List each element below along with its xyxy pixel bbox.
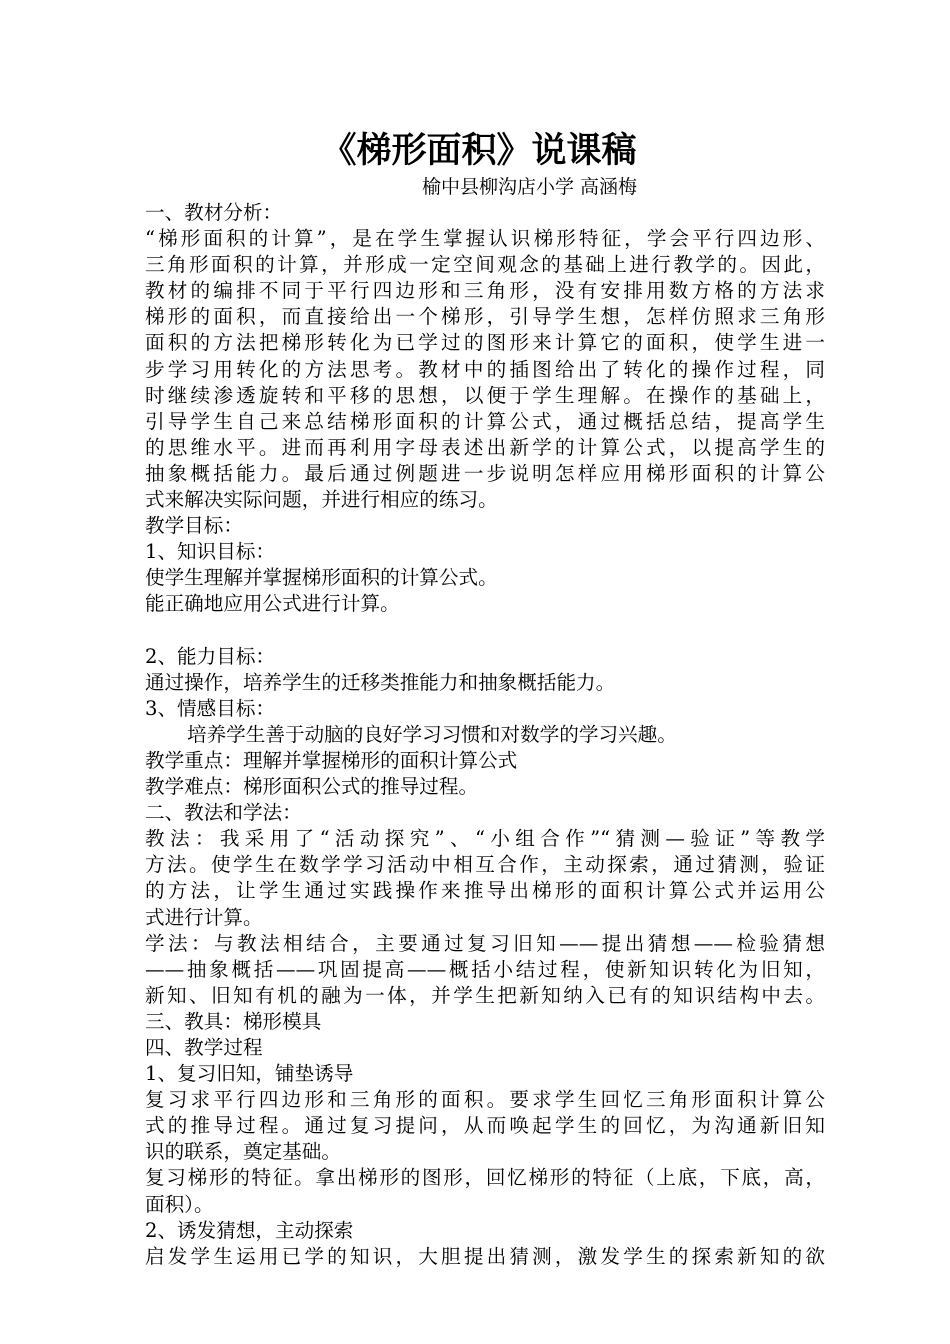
- text-line: 梯形的面积，而直接给出一个梯形，引导学生想，怎样仿照求三角形: [145, 305, 825, 329]
- text-line: 抽象概括能力。最后通过例题进一步说明怎样应用梯形面积的计算公: [145, 461, 825, 485]
- text-line: 三角形面积的计算，并形成一定空间观念的基础上进行教学的。因此，: [145, 253, 825, 277]
- text-line: 新知、旧知有机的融为一体，并学生把新知纳入已有的知识结构中去。: [145, 983, 825, 1007]
- text-line: ——抽象概括——巩固提高——概括小结过程，使新知识转化为旧知，: [145, 957, 825, 981]
- text-line: 学法：与教法相结合，主要通过复习旧知——提出猜想——检验猜想: [145, 931, 825, 955]
- text-line: 复习梯形的特征。拿出梯形的图形，回忆梯形的特征（上底，下底，高，: [145, 1166, 825, 1190]
- text-line: 教学重点：理解并掌握梯形的面积计算公式: [145, 748, 518, 772]
- text-line: 式的推导过程。通过复习提问，从而唤起学生的回忆，为沟通新旧知: [145, 1114, 825, 1138]
- text-line: 教学目标：: [145, 514, 243, 538]
- text-line: 复习求平行四边形和三角形的面积。要求学生回忆三角形面积计算公: [145, 1088, 825, 1112]
- text-line: 的思维水平。进而再利用字母表述出新学的计算公式，以提高学生的: [145, 435, 825, 459]
- text-line: 2、能力目标：: [145, 644, 276, 668]
- text-line: 通过操作，培养学生的迁移类推能力和抽象概括能力。: [145, 670, 616, 694]
- document-body: [145, 200, 825, 1270]
- text-line: 1、复习旧知，铺垫诱导: [145, 1062, 354, 1086]
- text-line: 识的联系，奠定基础。: [145, 1140, 341, 1164]
- text-line: 时继续渗透旋转和平移的思想，以便于学生理解。在操作的基础上，: [145, 383, 825, 407]
- text-line: 引导学生自己来总结梯形面积的计算公式，通过概括总结，提高学生: [145, 409, 825, 433]
- text-line: 的方法，让学生通过实践操作来推导出梯形的面积计算公式并运用公: [145, 879, 825, 903]
- text-line: 1、知识目标：: [145, 540, 276, 564]
- text-line: 2、诱发猜想，主动探索: [145, 1218, 354, 1242]
- document-title: 《梯形面积》说课稿: [321, 131, 637, 171]
- text-line: 三、教具：梯形模具: [145, 1009, 322, 1033]
- text-line: 式进行计算。: [145, 905, 263, 929]
- text-line: “梯形面积的计算”，是在学生掌握认识梯形特征，学会平行四边形、: [145, 227, 825, 251]
- text-line: 方法。使学生在数学学习活动中相互合作，主动探索，通过猜测，验证: [145, 853, 825, 877]
- document-author: 榆中县柳沟店小学 高涵梅: [421, 176, 637, 198]
- text-line: 面积）。: [145, 1192, 214, 1216]
- text-line: 教材的编排不同于平行四边形和三角形，没有安排用数方格的方法求: [145, 279, 825, 303]
- text-line: 启发学生运用已学的知识，大胆提出猜测，激发学生的探索新知的欲: [145, 1244, 825, 1268]
- text-line: 式来解决实际问题，并进行相应的练习。: [145, 488, 498, 512]
- text-line: 使学生理解并掌握梯形面积的计算公式。: [145, 566, 498, 590]
- text-line: 步学习用转化的方法思考。教材中的插图给出了转化的操作过程，同: [145, 357, 825, 381]
- text-line: 教法：我采用了“活动探究”、“小组合作”“猜测—验证”等教学: [145, 827, 825, 851]
- text-line: 二、教法和学法：: [145, 801, 302, 825]
- blank-line: [145, 618, 825, 644]
- text-line: 一、教材分析：: [145, 201, 283, 224]
- text-line: 教学难点：梯形面积公式的推导过程。: [145, 775, 479, 799]
- text-line: 3、情感目标：: [145, 696, 276, 720]
- text-line: 四、教学过程: [145, 1036, 263, 1059]
- text-line: 培养学生善于动脑的良好学习习惯和对数学的学习兴趣。: [187, 722, 677, 746]
- document-page: [145, 128, 825, 1270]
- text-line: 能正确地应用公式进行计算。: [145, 592, 400, 616]
- text-line: 面积的方法把梯形转化为已学过的图形来计算它的面积，使学生进一: [145, 331, 825, 355]
